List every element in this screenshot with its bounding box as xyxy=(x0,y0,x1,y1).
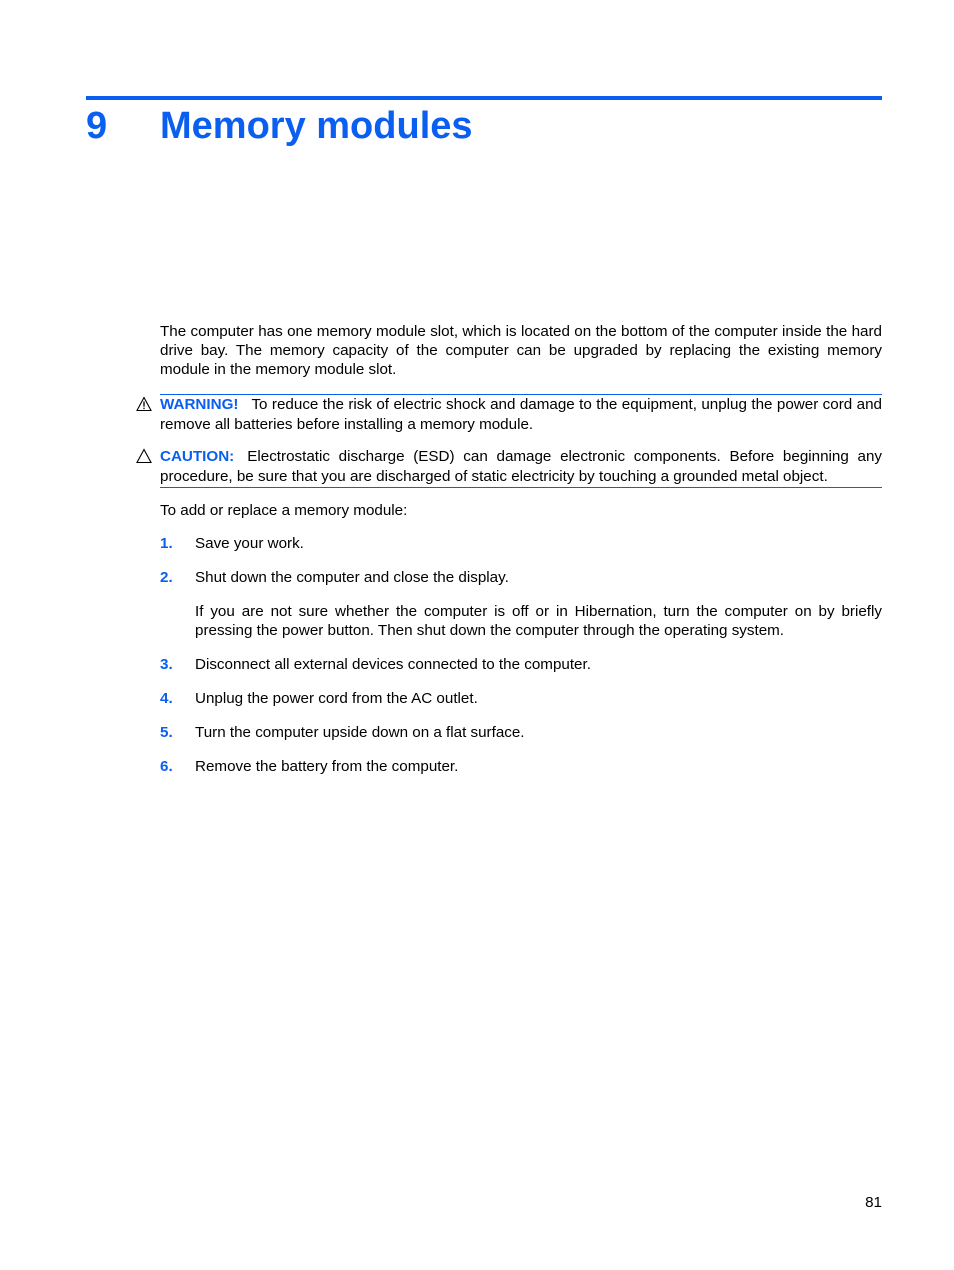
step-text: Disconnect all external devices connected to the computer. xyxy=(195,656,591,673)
caution-text: Electrostatic discharge (ESD) can damage electronic components. Before beginning any procedure, be sure that you are discharged of static electricity by touching a grounded metal object. xyxy=(160,448,882,485)
procedure-step xyxy=(160,689,882,708)
procedure-step xyxy=(160,568,882,640)
step-number: 2. xyxy=(160,569,173,586)
step-text: Save your work. xyxy=(195,535,304,552)
step-text: Shut down the computer and close the display. xyxy=(195,569,509,586)
procedure-step xyxy=(160,723,882,742)
step-number: 6. xyxy=(160,758,173,775)
warning-text: To reduce the risk of electric shock and damage to the equipment, unplug the power cord and remove all batteries before installing a memory module. xyxy=(160,396,882,433)
procedure-steps xyxy=(160,534,882,791)
procedure-step xyxy=(160,534,882,553)
step-subtext: If you are not sure whether the computer is off or in Hibernation, turn the computer on by briefly pressing the power button. Then shut down the computer through the operating system. xyxy=(195,603,882,639)
notes-box xyxy=(160,394,882,488)
warning-triangle-icon xyxy=(136,396,152,412)
intro-paragraph: The computer has one memory module slot, which is located on the bottom of the computer inside the hard drive bay. The memory capacity of the computer can be upgraded by replacing the existing memory module in the memory module slot. xyxy=(160,323,882,378)
warning-note xyxy=(160,395,882,434)
warning-label: WARNING! xyxy=(160,396,239,413)
step-number: 5. xyxy=(160,724,173,741)
step-number: 1. xyxy=(160,535,173,552)
caution-note xyxy=(160,447,882,486)
procedure-step xyxy=(160,655,882,674)
step-text: Remove the battery from the computer. xyxy=(195,758,459,775)
procedure-step xyxy=(160,757,882,776)
step-text: Unplug the power cord from the AC outlet. xyxy=(195,690,478,707)
step-number: 3. xyxy=(160,656,173,673)
procedure-lead: To add or replace a memory module: xyxy=(160,502,408,519)
caution-triangle-icon xyxy=(136,448,152,464)
chapter-number: 9 xyxy=(86,105,108,147)
chapter-title: Memory modules xyxy=(160,105,473,147)
caution-label: CAUTION: xyxy=(160,448,235,465)
step-text: Turn the computer upside down on a flat surface. xyxy=(195,724,525,741)
step-number: 4. xyxy=(160,690,173,707)
page-number: 81 xyxy=(865,1194,882,1211)
